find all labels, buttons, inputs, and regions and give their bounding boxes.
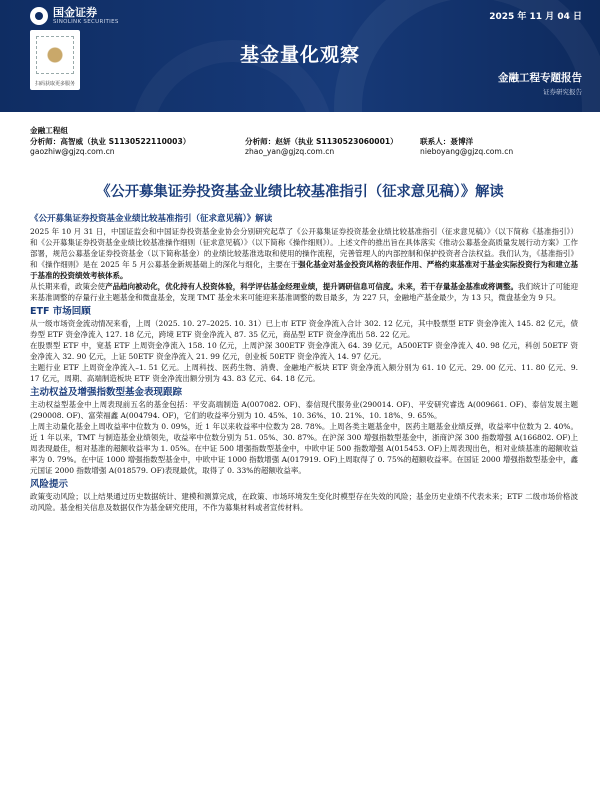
contact-email[interactable]: nieboyang@gjzq.com.cn xyxy=(420,147,514,156)
analyst-names-row xyxy=(30,137,575,148)
report-title: 基金量化观察 xyxy=(239,44,360,66)
logo-icon xyxy=(30,7,48,25)
section-heading: 主动权益及增强指数型基金表现跟踪 xyxy=(30,387,183,398)
report-date: 2025 年 11 月 04 日 xyxy=(489,12,582,22)
paragraph: 2025 年 10 月 31 日，中国证监会和中国证券投资基金业协会分别研究起草了《公开募集证券投资基金业绩比较基准指引（征求意见稿）》（以下简称《基准指引》）和《公开募集证券投资基金业绩比较基准操作细则（征求意见稿）》（以下简称《操作细则》）。上述文件的推出旨在具体落实《推动公募基金高质量发展行动方案》工作部署，规范公募基金证券投资基金（以下简称基金）的业绩比较基准选取和使用的操作流程，完善管理人的内部控制和保护投资者合法权益。我们认为，《基准指引》和《操作细则》是在 2025 年 5 月公募基金新规基础上的深化与细化，主要在于强化基金对基金投资风格的表征作用、严格约束基准对于基金实际投资行为和建立基于基准的投资绩效考核体系。 xyxy=(30,227,578,280)
qr-caption: 扫码获取更多服务 xyxy=(34,81,75,87)
paragraph: 上周主动量化基金上周收益率中位数为 0. 09%，近 1 年以来收益率中位数为 28. 78%。上周各类主题基金中，医药主题基金业绩反弹，收益率中位数为 2. 40%。近 1 年以来，TMT 与制造基金业绩领先，收益率中位数分别为 51. 05%、30. 87%。在沪深 300 增强指数型基金中，浙商沪深 300 指数增强 A(166802. OF)上周表现最佳，相对基准的超额收益率为 1. 05%。在中证 500 增强指数型基金中，中欧中证 500 指数增强 A(015453. OF)上周表现出色，相对业绩基准的超额收益率为 0. 79%。在中证 1000 增强指数型基金中，中欧中证 1000 指数增强 A(017919. OF)上周取得了 0. 75%的超额收益率。在国证 2000 增强指数型基金中，鑫元国证 2000 指数增强 A(018579. OF)表现最优，取得了 0. 33%的超额收益率。 xyxy=(30,422,578,475)
paragraph: 政策变动风险；以上结果通过历史数据统计、建模和测算完成，在政策、市场环境发生变化时模型存在失效的风险；基金历史业绩不代表未来；ETF 二级市场价格波动风险。基金相关信息及数据仅作为基金研究使用，不作为募集材料或者宣传材料。 xyxy=(30,492,578,512)
analyst-name: 分析师：高智威（执业 S1130522110003） xyxy=(30,136,191,146)
logo-text-en: SINOLINK SECURITIES xyxy=(53,19,119,25)
header-banner xyxy=(0,0,600,112)
analyst-email[interactable]: gaozhiw@gjzq.com.cn xyxy=(30,147,115,156)
logo-text-cn: 国金证券 xyxy=(53,6,97,19)
analyst-name: 分析师：赵妍（执业 S1130523060001） xyxy=(245,136,398,146)
report-body xyxy=(30,213,578,513)
paragraph: 主动权益型基金中上周表现前五名的基金包括：平安高端制造 A(007082. OF)、泰信现代服务业(290014. OF)、平安研究睿选 A(009661. OF)、泰信发展主题(290008. OF)、富荣福鑫 A(004794. OF)，它们的收益率分别为 10. 45%、10. 36%、10. 21%、10. 18%、9. 65%。 xyxy=(30,400,578,420)
analyst-block xyxy=(30,126,575,158)
section-heading: 《公开募集证券投资基金业绩比较基准指引（征求意见稿）》解读 xyxy=(30,214,273,224)
analyst-emails-row xyxy=(30,147,575,158)
contact-name: 联系人：聂博洋 xyxy=(420,136,474,146)
analyst-group: 金融工程组 xyxy=(30,126,68,135)
analyst-email[interactable]: zhao_yan@gjzq.com.cn xyxy=(245,147,335,156)
report-type: 金融工程专题报告 xyxy=(498,72,582,84)
section-heading: 风险提示 xyxy=(30,479,69,490)
section-heading: ETF 市场回顾 xyxy=(30,306,91,317)
brand-logo xyxy=(30,7,119,25)
paragraph: 在股票型 ETF 中，宽基 ETF 上周资金净流入 158. 10 亿元，上周沪深 300ETF 资金净流入 64. 39 亿元，A500ETF 资金净流入 40. 98 亿元，科创 50ETF 资金净流入 32. 90 亿元，上证 50ETF 资金净流入 21. 99 亿元，创业板 50ETF 资金净流入 14. 97 亿元。 xyxy=(30,341,578,361)
paragraph: 从长期来看，政策会使产品趋向被动化，优化持有人投资体验，科学评估基金经理业绩，提升调研信息可信度。未来，若干存量基金基准或将调整。我们统计了可能迎来基准调整的存量行业主题基金和微盘基金，发现 TMT 基金未来可能迎来基准调整的数目最多，为 227 只，金融地产基金最少，为 13 只，微盘基金为 9 只。 xyxy=(30,282,579,302)
document-title: 《公开募集证券投资基金业绩比较基准指引（征求意见稿）》解读 xyxy=(96,184,504,200)
paragraph: 主题行业 ETF 上周资金净流入–1. 51 亿元。上周科技、医药生物、消费、金融地产板块 ETF 资金净流入额分别为 61. 10 亿元、29. 00 亿元、11. 80 亿元、9. 17 亿元，周期、高端制造板块 ETF 资金净流出额分别为 43. 83 亿元、64. 18 亿元。 xyxy=(30,363,578,383)
report-subtype: 证券研究报告 xyxy=(543,88,582,96)
paragraph: 从一级市场资金流动情况来看，上周（2025. 10. 27–2025. 10. 31）已上市 ETF 资金净流入合计 302. 12 亿元，其中股票型 ETF 资金净流入 145. 82 亿元，债券型 ETF 资金净流入 127. 18 亿元，跨境 ETF 资金净流入 87. 35 亿元，商品型 ETF 资金净流出 58. 22 亿元。 xyxy=(30,319,578,339)
